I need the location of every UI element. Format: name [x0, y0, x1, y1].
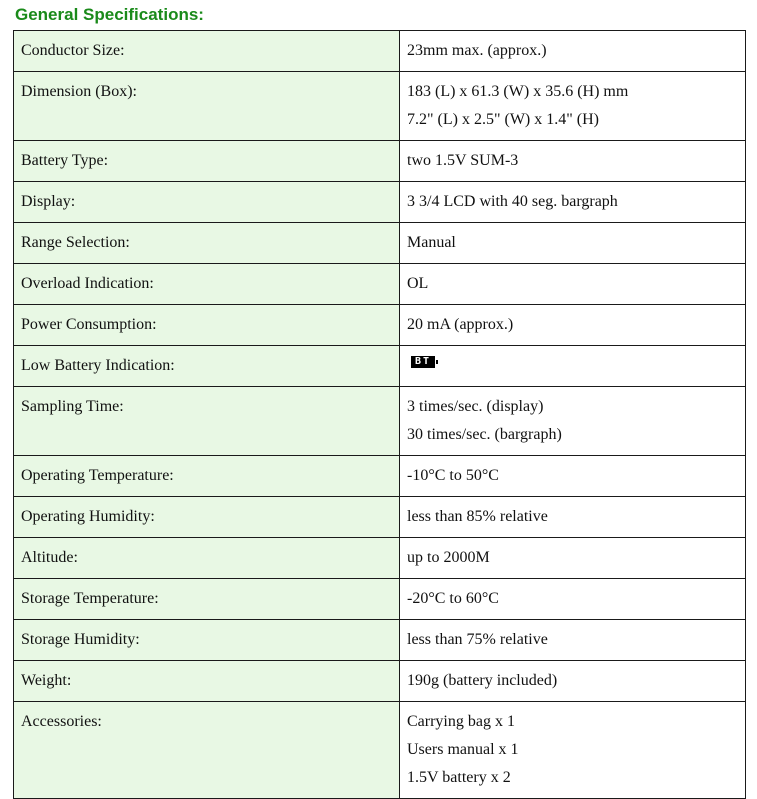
table-row — [14, 346, 746, 387]
battery-bt-icon: BT — [411, 356, 435, 368]
spec-value-line: Manual — [407, 234, 456, 251]
spec-value-line: 3 3/4 LCD with 40 seg. bargraph — [407, 193, 618, 210]
table-row — [14, 31, 746, 72]
spec-value-line: less than 85% relative — [407, 508, 548, 525]
spec-value-line: 190g (battery included) — [407, 672, 558, 689]
spec-label: Altitude: — [14, 538, 400, 579]
spec-label: Display: — [14, 182, 400, 223]
table-row — [14, 72, 746, 141]
table-row — [14, 497, 746, 538]
spec-value-line: less than 75% relative — [407, 631, 548, 648]
spec-value — [400, 305, 746, 346]
spec-value-line: two 1.5V SUM-3 — [407, 152, 519, 169]
spec-value — [400, 387, 746, 456]
spec-value — [400, 702, 746, 799]
spec-label: Sampling Time: — [14, 387, 400, 456]
spec-label: Storage Temperature: — [14, 579, 400, 620]
spec-label: Weight: — [14, 661, 400, 702]
table-row — [14, 661, 746, 702]
section-heading: General Specifications: — [15, 5, 204, 24]
spec-label: Conductor Size: — [14, 31, 400, 72]
spec-value — [400, 579, 746, 620]
spec-label: Storage Humidity: — [14, 620, 400, 661]
table-row — [14, 223, 746, 264]
table-row — [14, 620, 746, 661]
spec-value-line: 20 mA (approx.) — [407, 316, 514, 333]
table-row — [14, 538, 746, 579]
spec-value-line: 30 times/sec. (bargraph) — [407, 426, 562, 443]
spec-value-line: Users manual x 1 — [407, 741, 519, 758]
spec-value — [400, 182, 746, 223]
table-row — [14, 702, 746, 799]
table-row — [14, 456, 746, 497]
table-row — [14, 264, 746, 305]
spec-label: Range Selection: — [14, 223, 400, 264]
table-row — [14, 182, 746, 223]
spec-value — [400, 72, 746, 141]
spec-label: Overload Indication: — [14, 264, 400, 305]
spec-value — [400, 538, 746, 579]
spec-value — [400, 264, 746, 305]
spec-value — [400, 223, 746, 264]
spec-value — [400, 661, 746, 702]
spec-label: Dimension (Box): — [14, 72, 400, 141]
table-row — [14, 305, 746, 346]
spec-value-line: 1.5V battery x 2 — [407, 769, 511, 786]
spec-value — [400, 346, 746, 387]
spec-label: Battery Type: — [14, 141, 400, 182]
spec-value-line: -10°C to 50°C — [407, 467, 499, 484]
spec-value-line: up to 2000M — [407, 549, 490, 566]
spec-label: Operating Temperature: — [14, 456, 400, 497]
spec-value-line: 23mm max. (approx.) — [407, 42, 547, 59]
spec-value — [400, 31, 746, 72]
spec-label: Low Battery Indication: — [14, 346, 400, 387]
table-row — [14, 579, 746, 620]
spec-label: Power Consumption: — [14, 305, 400, 346]
spec-value-line: OL — [407, 275, 429, 292]
spec-value-line: 3 times/sec. (display) — [407, 398, 544, 415]
spec-value — [400, 456, 746, 497]
spec-value-line: -20°C to 60°C — [407, 590, 499, 607]
spec-value — [400, 497, 746, 538]
table-row — [14, 141, 746, 182]
spec-value-line: 183 (L) x 61.3 (W) x 35.6 (H) mm — [407, 83, 629, 100]
spec-value-line: Carrying bag x 1 — [407, 713, 515, 730]
spec-label: Operating Humidity: — [14, 497, 400, 538]
spec-value — [400, 620, 746, 661]
specifications-table — [13, 30, 746, 799]
spec-label: Accessories: — [14, 702, 400, 799]
spec-value-line: 7.2" (L) x 2.5" (W) x 1.4" (H) — [407, 111, 599, 128]
spec-value — [400, 141, 746, 182]
table-row — [14, 387, 746, 456]
